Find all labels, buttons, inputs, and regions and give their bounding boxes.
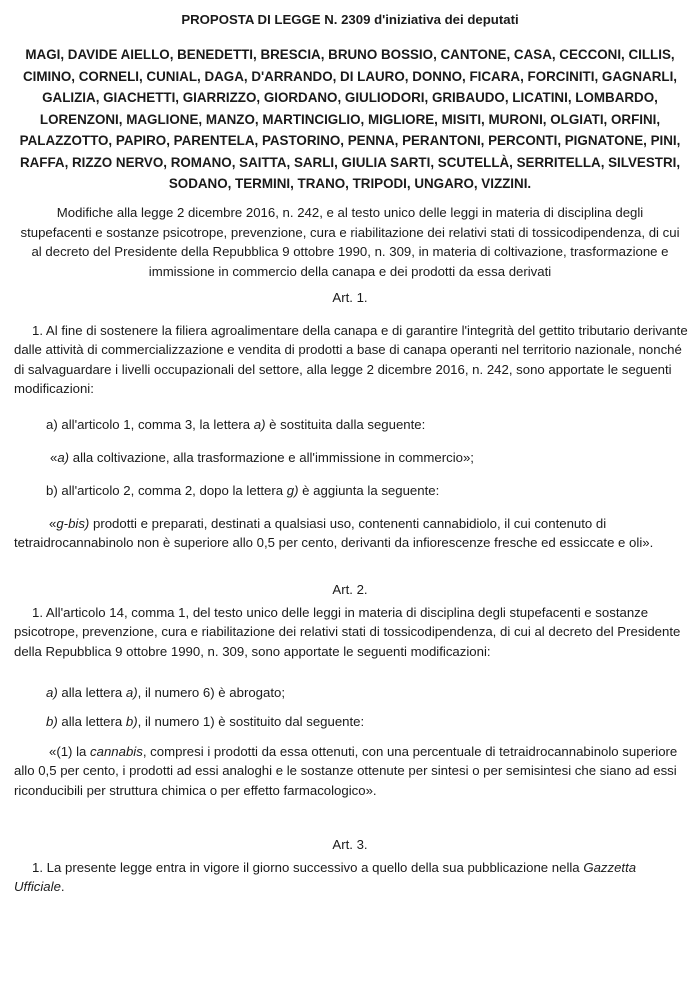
article-3-heading: Art. 3.: [332, 837, 368, 852]
article-2-paragraph-1: 1. All'articolo 14, comma 1, del testo unico delle leggi in materia di disciplina degli stupefacenti e sostanze psicotrope, prevenzione, cura e riabilitazione dei relativi stati di tossicodipendenza, di cui al decreto del Presidente della Repubblica 9 ottobre 1990, n. 309, sono apportate le seguenti modificazioni:: [14, 605, 681, 659]
article-2-heading: Art. 2.: [332, 582, 368, 597]
article-1-paragraph-1: 1. Al fine di sostenere la filiera agroalimentare della canapa e di garantire l'integrità del gettito tributario derivante dalle attività di commercializzazione e vendita di prodotti a base di canapa operanti nel territorio nazionale, nonché di salvaguardare i livelli occupazionali del settore, alla legge 2 dicembre 2016, n. 242, sono apportate le seguenti modificazioni:: [14, 323, 688, 396]
article-1-item-b: b) all'articolo 2, comma 2, dopo la lettera g) è aggiunta la seguente:: [46, 483, 440, 498]
article-2-item-b: b) alla lettera b), il numero 1) è sostituito dal seguente:: [46, 714, 365, 729]
article-1-item-b-quote: «g-bis) prodotti e preparati, destinati a qualsiasi uso, contenenti cannabidiolo, il cui contenuto di tetraidrocannabinolo non è superiore allo 0,5 per cento, derivanti da infiorescenze fresche ed essiccate e oli».: [14, 516, 654, 551]
article-2-item-a: a) alla lettera a), il numero 6) è abrogato;: [46, 685, 285, 700]
article-1-item-a: a) all'articolo 1, comma 3, la lettera a) è sostituita dalla seguente:: [46, 417, 426, 432]
bill-title: PROPOSTA DI LEGGE N. 2309 d'iniziativa dei deputati: [181, 12, 519, 27]
article-2-item-b-quote: «(1) la cannabis, compresi i prodotti da essa ottenuti, con una percentuale di tetraidrocannabinolo superiore allo 0,5 per cento, i prodotti ad essi analoghi e le sostanze ottenute per sintesi o per semisintesi che siano ad essi riconducibili per struttura chimica o per effetto farmacologico».: [14, 744, 678, 798]
article-1-item-a-quote: «a) alla coltivazione, alla trasformazione e all'immissione in commercio»;: [50, 450, 474, 465]
article-1-heading: Art. 1.: [332, 290, 368, 305]
article-3-paragraph-1: 1. La presente legge entra in vigore il giorno successivo a quello della sua pubblicazione nella Gazzetta Ufficiale.: [14, 860, 637, 895]
bill-subtitle: Modifiche alla legge 2 dicembre 2016, n. 242, e al testo unico delle leggi in materia di disciplina degli stupefacenti e sostanze psicotrope, prevenzione, cura e riabilitazione dei relativi stati di tossicodipendenza, di cui al decreto del Presidente della Repubblica 9 ottobre 1990, n. 309, in materia di coltivazione, trasformazione e immissione in commercio della canapa e dei prodotti da essa derivati: [20, 205, 680, 279]
deputies-list: MAGI, DAVIDE AIELLO, BENEDETTI, BRESCIA, BRUNO BOSSIO, CANTONE, CASA, CECCONI, CILLIS, CIMINO, CORNELI, CUNIAL, DAGA, D'ARRANDO, DI LAURO, DONNO, FICARA, FORCINITI, GAGNARLI, GALIZIA, GIACHETTI, GIARRIZZO, GIORDANO, GIULIODORI, GRIBAUDO, LICATINI, LOMBARDO, LORENZONI, MAGLIONE, MANZO, MARTINCIGLIO, MIGLIORE, MISITI, MURONI, OLGIATI, ORFINI, PALAZZOTTO, PAPIRO, PARENTELA, PASTORINO, PENNA, PERANTONI, PERCONTI, PIGNATONE, PINI, RAFFA, RIZZO NERVO, ROMANO, SAITTA, SARLI, GIULIA SARTI, SCUTELLÀ, SERRITELLA, SILVESTRI, SODANO, TERMINI, TRANO, TRIPODI, UNGARO, VIZZINI.: [19, 47, 681, 191]
